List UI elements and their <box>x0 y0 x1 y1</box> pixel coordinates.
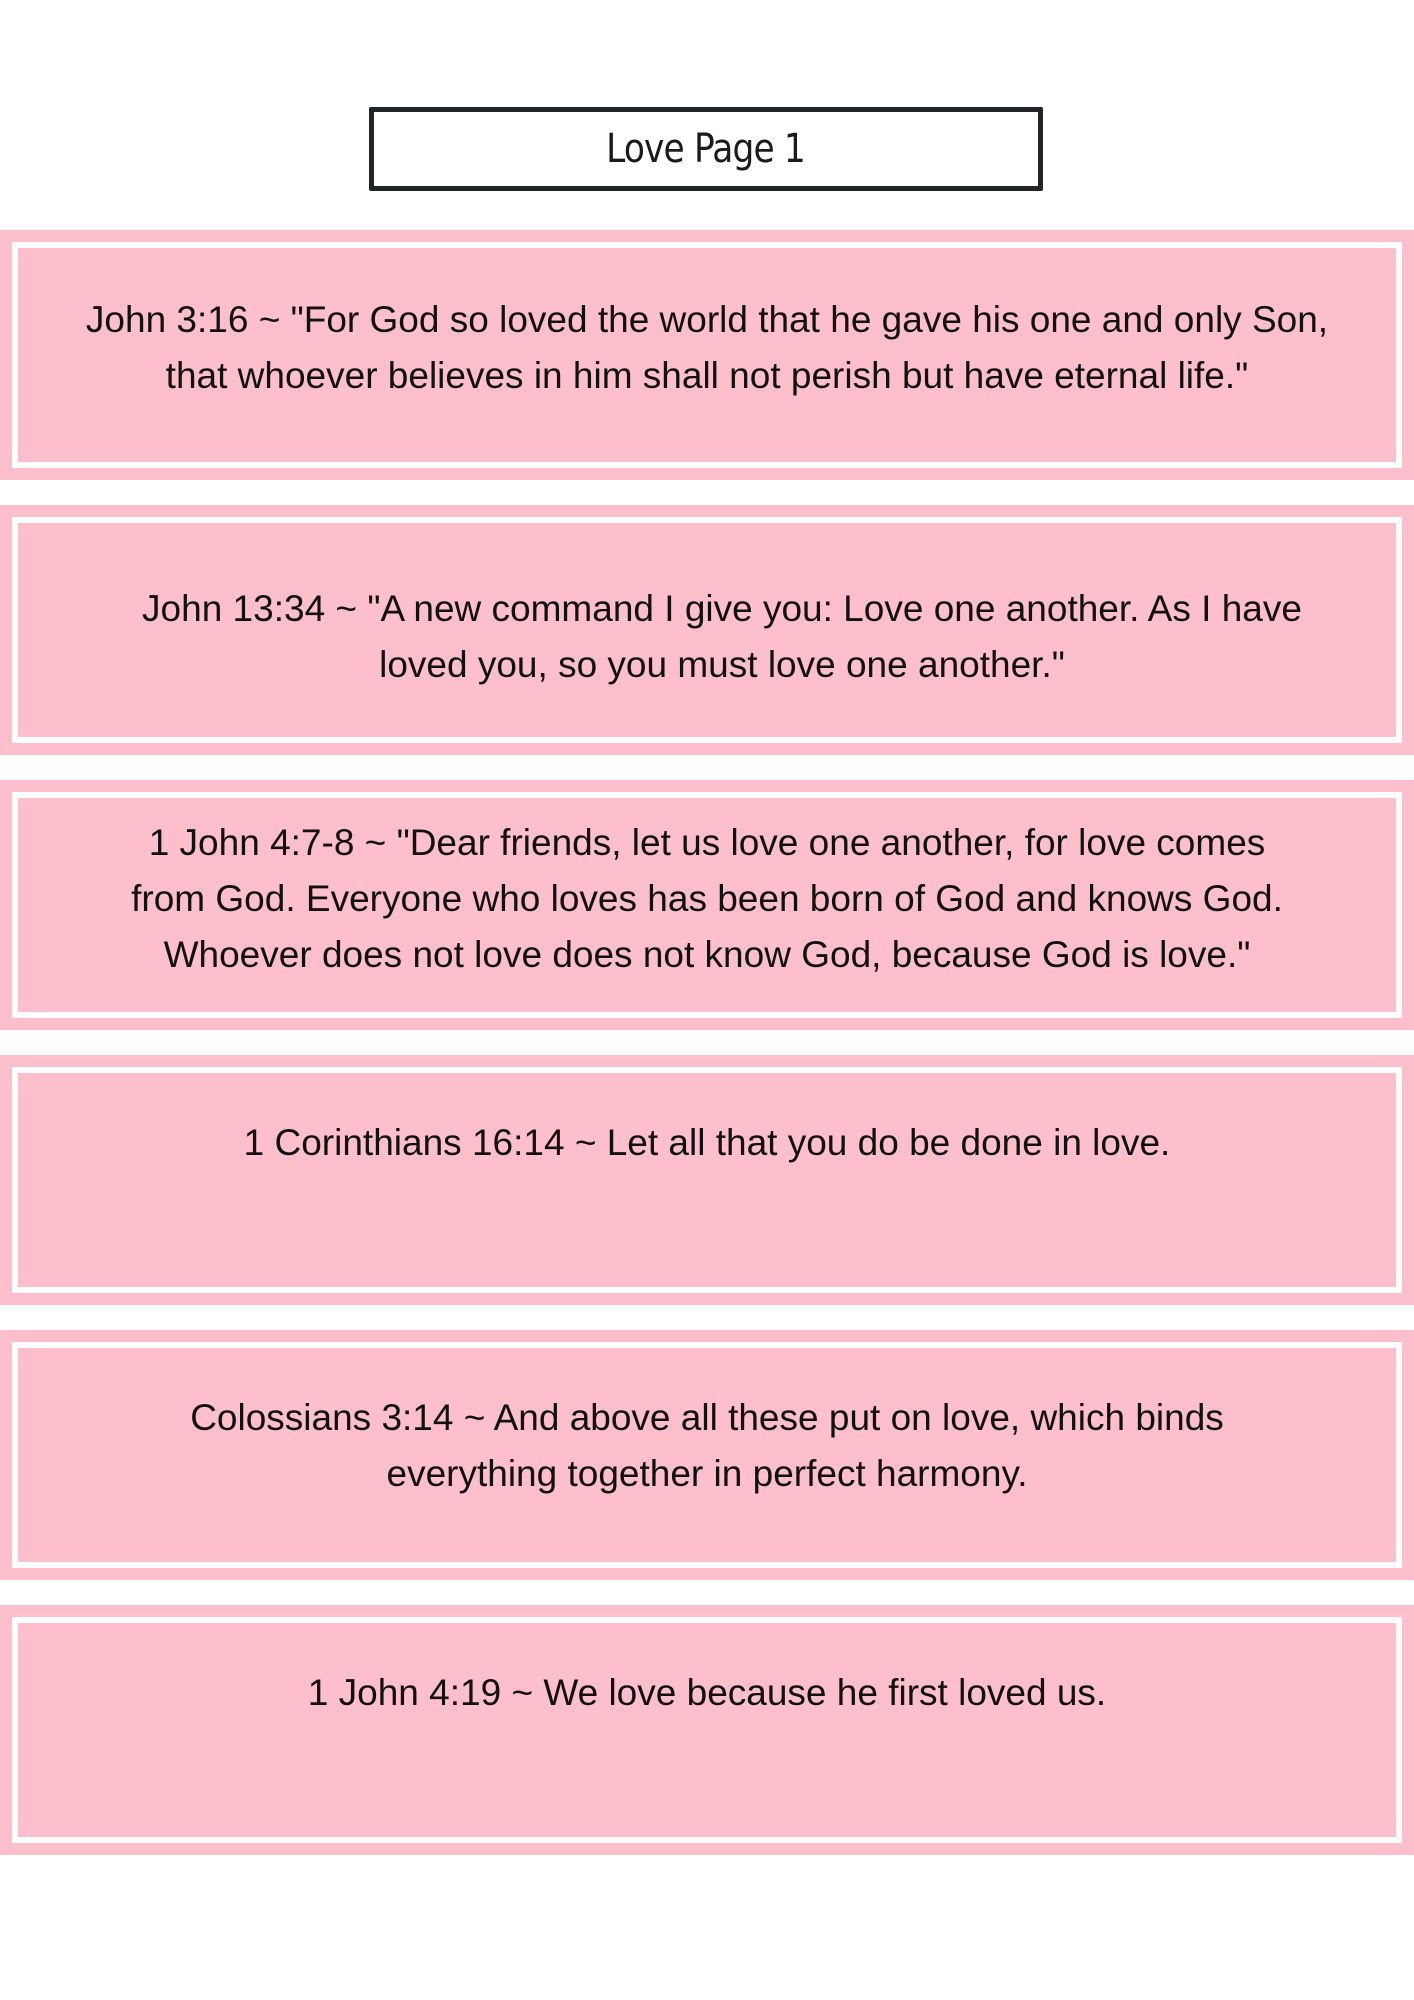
verse-card-john-13-34 <box>0 505 1414 755</box>
verse-text: 1 John 4:19 ~ We love because he first loved us. <box>307 1672 1107 1713</box>
verse-text: 1 Corinthians 16:14 ~ Let all that you do be done in love. <box>243 1122 1171 1163</box>
verse-card-colossians-3-14 <box>0 1330 1414 1580</box>
verse-card-1-john-4-7-8 <box>0 780 1414 1030</box>
page-title: Love Page 1 <box>606 126 806 172</box>
verse-text: 1 John 4:7-8 ~ "Dear friends, let us love one another, for love comes from God. Everyone who loves has been born of God and knows God. Whoever does not love does not know God, because God is love." <box>131 822 1283 975</box>
verse-card-frame <box>12 1617 1402 1843</box>
verse-text: John 3:16 ~ "For God so loved the world that he gave his one and only Son, that whoever believes in him shall not perish but have eternal life." <box>85 299 1329 396</box>
page-title-box <box>369 107 1043 191</box>
verse-card-john-3-16 <box>0 230 1414 480</box>
verse-card-1-corinthians-16-14 <box>0 1055 1414 1305</box>
verse-card-frame <box>12 1067 1402 1293</box>
verse-card-1-john-4-19 <box>0 1605 1414 1855</box>
verse-text: John 13:34 ~ "A new command I give you: Love one another. As I have loved you, so you must love one another." <box>142 588 1302 685</box>
verse-text: Colossians 3:14 ~ And above all these put on love, which binds everything together in perfect harmony. <box>190 1397 1224 1494</box>
